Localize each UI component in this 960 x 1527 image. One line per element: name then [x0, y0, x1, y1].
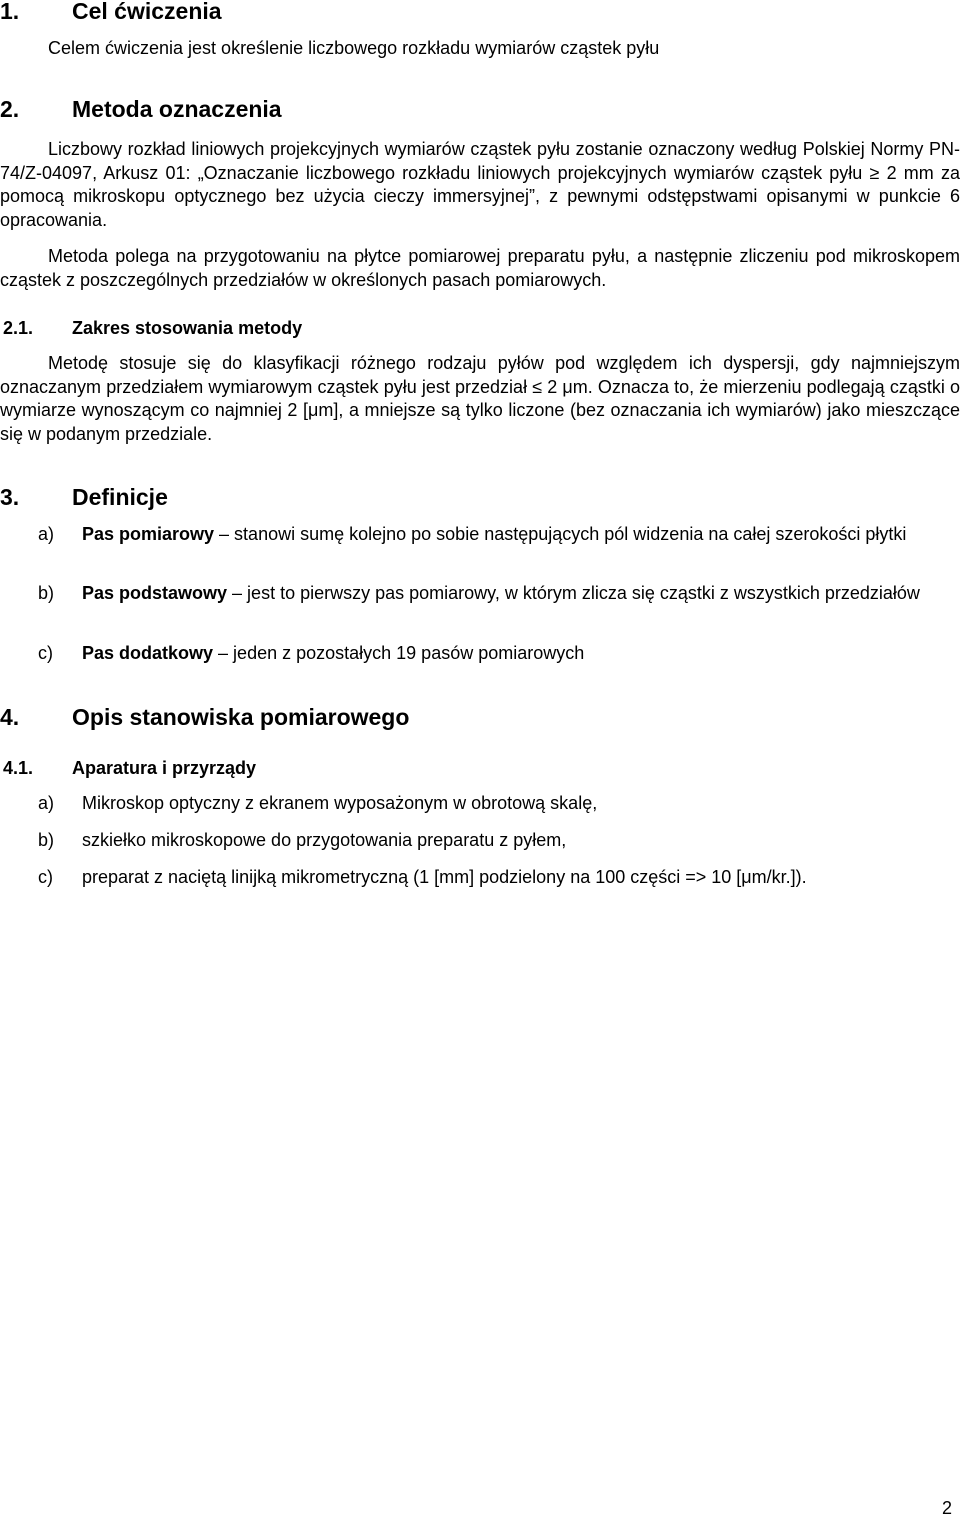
equipment-item [38, 829, 960, 853]
item-label: c) [38, 867, 53, 887]
subsection-number: 2.1. [3, 318, 34, 338]
section-number: 4. [0, 704, 20, 730]
section-number: 3. [0, 484, 20, 510]
definition-term: Pas dodatkowy [82, 643, 214, 663]
item-text: Mikroskop optyczny z ekranem wyposażonym w obrotową skalę, [82, 793, 598, 813]
subsection-title: Aparatura i przyrządy [72, 758, 257, 778]
definition-item [38, 523, 960, 547]
definition-item [38, 642, 960, 666]
section-title: Definicje [72, 484, 168, 510]
section-2-paragraph-1: Liczbowy rozkład liniowych projekcyjnych wymiarów cząstek pyłu zostanie oznaczony według Polskiej Normy PN-74/Z-04097, Arkusz 01: „Oznaczanie liczbowego rozkładu liniowych projekcyjnych wymiarów cząstek pyłu ≥ 2 mm za pomocą mikroskopu optycznego bez użycia cieczy immersyjnej”, z pewnymi odstępstwami opisanymi w punkcie 6 opracowania. [0, 139, 960, 230]
item-label: a) [38, 793, 55, 813]
item-label: b) [38, 583, 55, 603]
item-text: preparat z naciętą linijką mikrometryczną (1 [mm] podzielony na 100 części => 10 [μm/kr.]). [82, 867, 807, 887]
section-2-heading [0, 96, 282, 122]
section-title: Metoda oznaczenia [72, 96, 282, 122]
subsection-4-1-heading [3, 757, 256, 779]
section-number: 2. [0, 96, 20, 122]
section-3-heading [0, 484, 168, 510]
equipment-item [38, 792, 960, 816]
page-number: 2 [941, 1498, 952, 1518]
section-number: 1. [0, 0, 20, 24]
section-4-heading [0, 704, 409, 730]
section-2-paragraph-2: Metoda polega na przygotowaniu na płytce pomiarowej preparatu pyłu, a następnie zliczeniu pod mikroskopem cząstek z poszczególnych przedziałów w określonych pasach pomiarowych. [0, 246, 960, 290]
definition-text: – jeden z pozostałych 19 pasów pomiarowych [213, 643, 585, 663]
definition-text: – stanowi sumę kolejno po sobie następujących pól widzenia na całej szerokości płytki [214, 524, 907, 544]
equipment-item [38, 866, 960, 890]
item-label: b) [38, 830, 55, 850]
definition-term: Pas podstawowy [82, 583, 228, 603]
definition-item [38, 582, 960, 606]
definition-term: Pas pomiarowy [82, 524, 215, 544]
definition-text: – jest to pierwszy pas pomiarowy, w którym zlicza się cząstki z wszystkich przedziałów [227, 583, 920, 603]
section-title: Opis stanowiska pomiarowego [72, 704, 410, 730]
item-label: a) [38, 524, 55, 544]
section-1-heading [0, 0, 222, 24]
section-title: Cel ćwiczenia [72, 0, 222, 24]
subsection-title: Zakres stosowania metody [72, 318, 303, 338]
subsection-number: 4.1. [3, 758, 34, 778]
item-label: c) [38, 643, 53, 663]
subsection-2-1-heading [3, 317, 302, 339]
item-text: szkiełko mikroskopowe do przygotowania preparatu z pyłem, [82, 830, 567, 850]
subsection-2-1-text: Metodę stosuje się do klasyfikacji różnego rodzaju pyłów pod względem ich dyspersji, gdy najmniejszym oznaczanym przedziałem wymiarowym cząstek pyłu jest przedział ≤ 2 μm. Oznacza to, że mierzeniu podlegają cząstki o wymiarze wynoszącym co najmniej 2 [μm], a mniejsze są tylko liczone (bez oznaczania ich wymiarów) jako mieszczące się w podanym przedziale. [0, 353, 960, 444]
section-1-text: Celem ćwiczenia jest określenie liczbowego rozkładu wymiarów cząstek pyłu [48, 38, 660, 58]
